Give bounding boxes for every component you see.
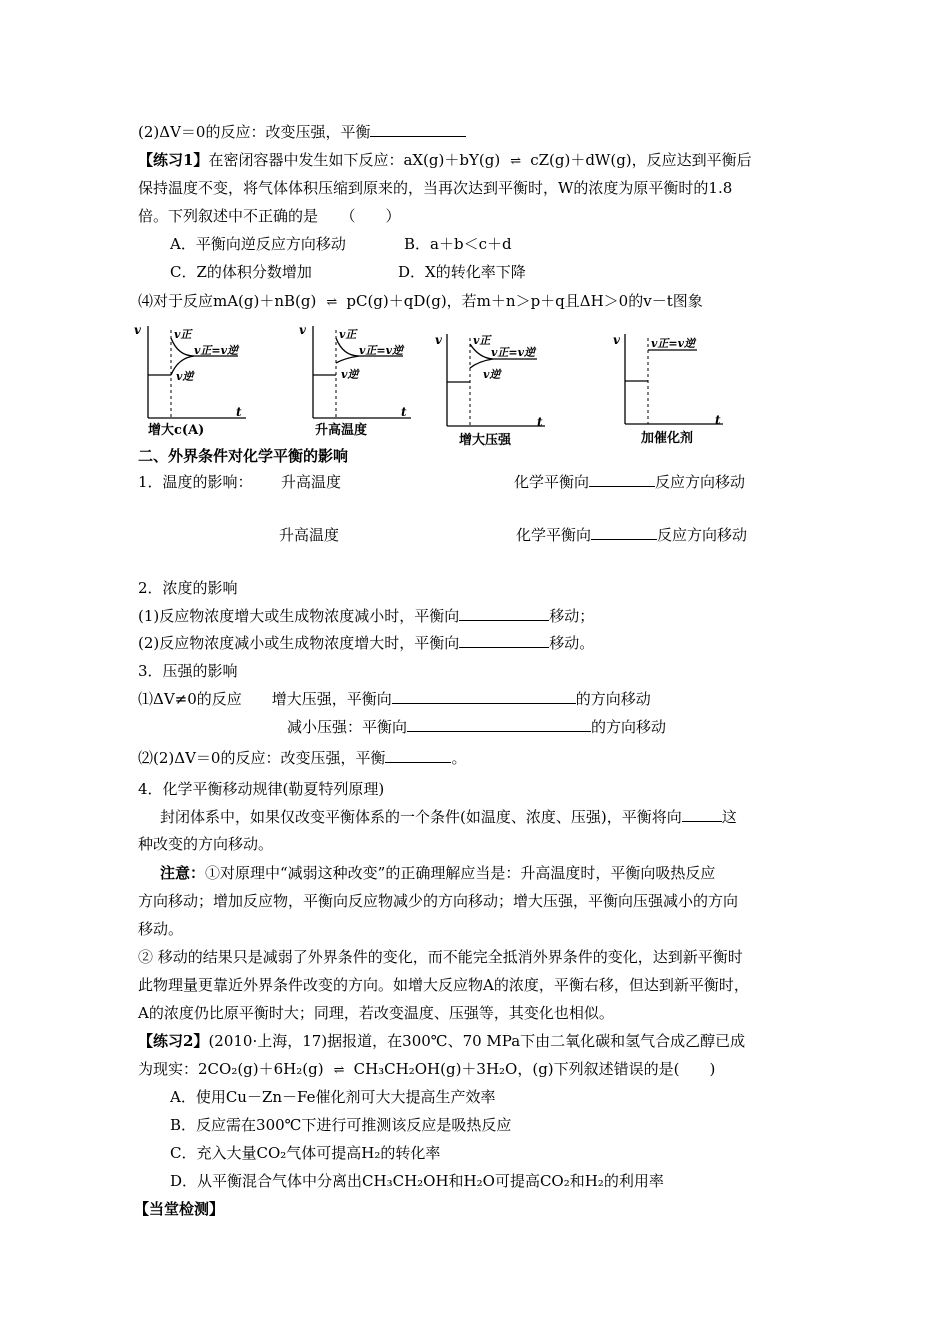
temperature-heading: 1．温度的影响： <box>138 473 253 491</box>
le-chatelier-heading: 4．化学平衡移动规律(勒夏特列原理) <box>138 780 385 798</box>
exercise1-line3: 倍。下列叙述中不正确的是 （ ） <box>138 207 401 225</box>
exercise1-line1 <box>138 150 752 172</box>
answer-blank[interactable] <box>682 807 722 822</box>
equilibrium-arrow-icon: ⇌ <box>333 1063 344 1078</box>
exercise2-option-a: A．使用Cu－Zn－Fe催化剂可大大提高生产效率 <box>170 1088 496 1106</box>
text: 移动。 <box>549 634 595 652</box>
equal-rate-label: v正=v逆 <box>491 346 535 359</box>
reverse-rate-label: v逆 <box>483 368 501 381</box>
graph-caption: 升高温度 <box>315 423 368 438</box>
item4-line <box>138 291 703 313</box>
exercise2-line2 <box>138 1059 715 1081</box>
forward-rate-label: v正 <box>174 328 192 341</box>
v-axis-label: v <box>299 323 306 337</box>
answer-blank[interactable] <box>385 748 451 763</box>
answer-blank[interactable] <box>407 717 591 732</box>
note-line6: A的浓度仍比原平衡时大；同理，若改变温度、压强等，其变化也相似。 <box>138 1004 614 1022</box>
equilibrium-arrow-icon: ⇌ <box>326 295 337 310</box>
note-line2: 方向移动；增加反应物，平衡向反应物减少的方向移动；增大压强，平衡向压强减小的方向 <box>138 892 739 910</box>
temperature-condition-2: 升高温度 <box>279 526 340 544</box>
answer-blank[interactable] <box>589 472 655 487</box>
exercise1-option-b: B．a＋b＜c＋d <box>404 235 512 253</box>
text: ⑴ΔV≠0的反应 增大压强，平衡向 <box>138 690 392 708</box>
text: (1)反应物浓度增大或生成物浓度减小时，平衡向 <box>138 607 460 625</box>
exercise1-option-c: C．Z的体积分数增加 <box>170 263 312 281</box>
text: ①对原理中“减弱这种改变”的正确理解应当是：升高温度时，平衡向吸热反应 <box>205 864 716 882</box>
answer-blank[interactable] <box>370 122 466 137</box>
pressure-item-2 <box>138 748 466 768</box>
answer-blank[interactable] <box>459 606 549 621</box>
text: ⑵(2)ΔV＝0的反应：改变压强，平衡 <box>138 749 386 767</box>
text: pC(g)＋qD(g)，若m＋n＞p＋q且ΔH＞0的v－t图象 <box>346 292 703 310</box>
text: (2)ΔV＝0的反应：改变压强，平衡 <box>138 123 371 141</box>
t-axis-label: t <box>715 413 721 427</box>
concentration-heading: 2．浓度的影响 <box>138 579 238 597</box>
answer-blank[interactable] <box>459 633 549 648</box>
graph-caption: 增大c(A) <box>148 423 205 438</box>
graph-caption: 加催化剂 <box>641 431 694 446</box>
section2-title: 二、外界条件对化学平衡的影响 <box>138 447 349 465</box>
text: 这 <box>721 808 737 826</box>
text: 移动； <box>549 607 595 625</box>
exercise1-option-a: A．平衡向逆反应方向移动 <box>170 235 346 253</box>
temperature-result-2 <box>516 525 747 545</box>
text: 化学平衡向 <box>516 526 592 544</box>
note-line1 <box>160 863 715 883</box>
answer-blank[interactable] <box>392 689 576 704</box>
temperature-result-1 <box>514 472 745 492</box>
graph-add-catalyst <box>607 326 742 448</box>
text: 。 <box>451 749 467 767</box>
reverse-rate-label: v逆 <box>341 368 359 381</box>
t-axis-label: t <box>236 405 242 419</box>
text: cZ(g)＋dW(g)，反应达到平衡后 <box>530 151 752 169</box>
pressure-item-1 <box>138 689 651 709</box>
text: 为现实：2CO₂(g)＋6H₂(g) <box>138 1060 324 1078</box>
forward-rate-label: v正 <box>339 328 357 341</box>
temperature-condition-1: 升高温度 <box>281 473 342 491</box>
text: ⑷对于反应mA(g)＋nB(g) <box>138 292 317 310</box>
exercise1-line2: 保持温度不变，将气体体积压缩到原来的，当再次达到平衡时，W的浓度为原平衡时的1.8 <box>138 179 733 197</box>
text: (2010·上海，17)据报道，在300℃、70 MPa下由二氧化碳和氢气合成乙醇已成 <box>208 1032 746 1050</box>
exercise2-option-d: D．从平衡混合气体中分离出CH₃CH₂OH和H₂O可提高CO₂和H₂的利用率 <box>170 1172 664 1190</box>
text: 反应方向移动 <box>657 526 748 544</box>
concentration-item-2 <box>138 633 594 653</box>
forward-rate-label: v正 <box>473 334 491 347</box>
exercise2-option-c: C．充入大量CO₂气体可提高H₂的转化率 <box>170 1144 441 1162</box>
note-line5: 此物理量更靠近外界条件改变的方向。如增大反应物A的浓度，平衡右移，但达到新平衡时， <box>138 976 749 994</box>
graph-caption: 增大压强 <box>459 433 512 448</box>
exercise2-option-b: B．反应需在300℃下进行可推测该反应是吸热反应 <box>170 1116 512 1134</box>
text: (2)反应物浓度减小或生成物浓度增大时，平衡向 <box>138 634 460 652</box>
exercise2-tag: 【练习2】 <box>138 1032 209 1050</box>
graph-increase-pressure <box>433 326 568 448</box>
reverse-rate-label: v逆 <box>176 370 194 383</box>
graph-increase-conc-a <box>128 318 263 438</box>
answer-blank[interactable] <box>591 525 657 540</box>
text: 封闭体系中，如果仅改变平衡体系的一个条件(如温度、浓度、压强)，平衡将向 <box>160 808 682 826</box>
reverse-rate-curve <box>336 356 359 363</box>
text: 减小压强：平衡向 <box>287 718 408 736</box>
text: 在密闭容器中发生如下反应：aX(g)＋bY(g) <box>208 151 501 169</box>
t-axis-label: t <box>401 405 407 419</box>
equal-rate-label: v正=v逆 <box>651 337 695 350</box>
equilibrium-arrow-icon: ⇌ <box>510 154 521 169</box>
concentration-item-1 <box>138 606 594 626</box>
line-delta-v-zero <box>138 122 466 142</box>
text: CH₃CH₂OH(g)＋3H₂O，(g)下列叙述错误的是( ) <box>353 1060 716 1078</box>
text: 反应方向移动 <box>655 473 746 491</box>
v-axis-label: v <box>435 333 442 347</box>
le-chatelier-line2: 种改变的方向移动。 <box>138 835 274 853</box>
text: 化学平衡向 <box>514 473 590 491</box>
pressure-heading: 3．压强的影响 <box>138 662 238 680</box>
t-axis-label: t <box>537 415 543 429</box>
text: 的方向移动 <box>591 718 667 736</box>
reverse-rate-curve <box>470 359 493 368</box>
note-line4: ② 移动的结果只是减弱了外界条件的变化，而不能完全抵消外界条件的变化，达到新平衡时 <box>138 948 743 966</box>
v-axis-label: v <box>613 333 620 347</box>
exercise1-option-d: D．X的转化率下降 <box>398 263 526 281</box>
le-chatelier-line1 <box>160 807 737 827</box>
equal-rate-label: v正=v逆 <box>359 344 403 357</box>
in-class-test-title: 【当堂检测】 <box>134 1200 225 1218</box>
text: 的方向移动 <box>575 690 651 708</box>
equal-rate-label: v正=v逆 <box>194 344 238 357</box>
v-axis-label: v <box>134 323 141 337</box>
exercise2-line1 <box>138 1031 745 1051</box>
pressure-item-1b <box>287 717 666 737</box>
note-tag: 注意： <box>160 864 206 882</box>
note-line3: 移动。 <box>138 920 184 938</box>
exercise1-tag: 【练习1】 <box>138 151 209 169</box>
graph-raise-temperature <box>293 318 428 438</box>
